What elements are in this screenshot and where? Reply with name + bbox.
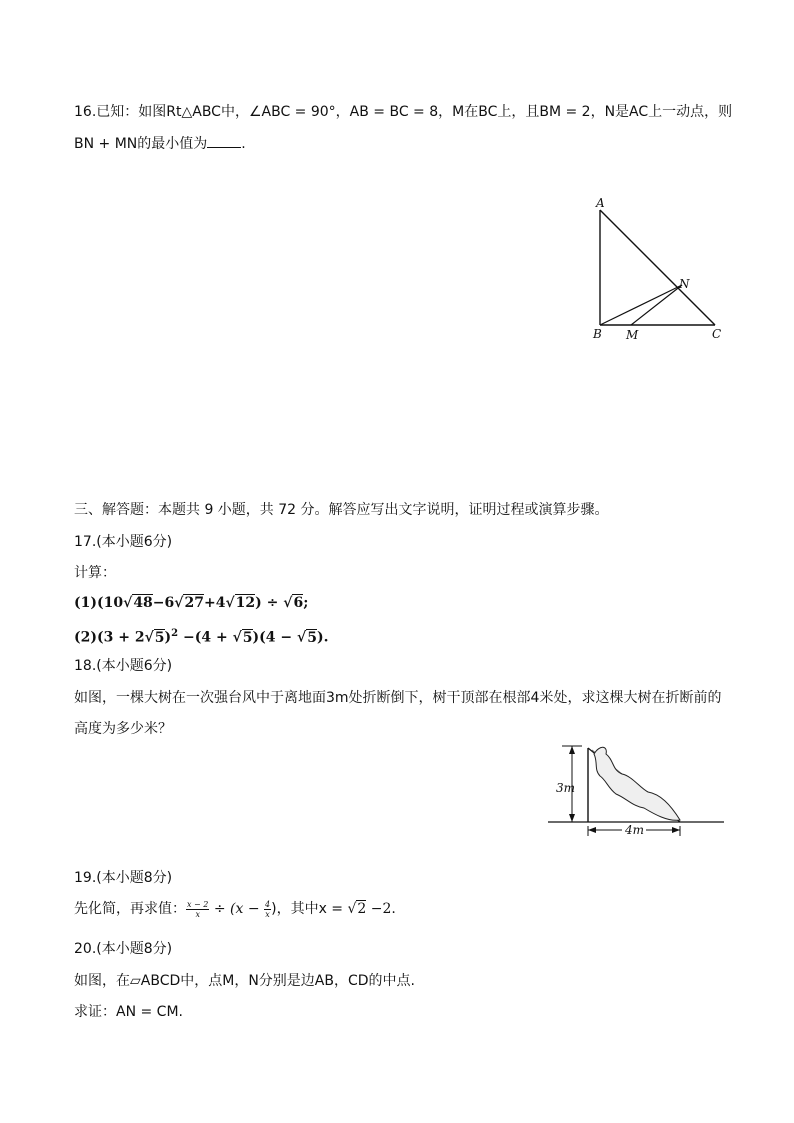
fraction-1 (186, 900, 209, 919)
expr-text: +4 (203, 595, 226, 611)
expr-text: −6 (152, 595, 175, 611)
q17-part2: $(2)(3 + 2√5)^2 -(4 + √5)(4 - √5)$. (74, 628, 329, 646)
q16-statement-line1: 16.已知：如图Rt△ABC中，∠ABC = 90°，AB = BC = 8，M在BC上，且BM = 2，N是AC上一动点，则 (74, 104, 733, 120)
q20-prove: 求证：AN = CM. (74, 1004, 183, 1020)
numerator: 4 (265, 899, 271, 909)
arrow-right-icon (672, 827, 680, 833)
expr-text: ) (164, 629, 172, 646)
arrow-up-icon (569, 746, 575, 754)
expr-text: ). (316, 629, 329, 646)
q18-title: 18.(本小题6分) (74, 658, 173, 674)
q20-statement: 如图，在▱ABCD中，点M，N分别是边AB，CD的中点. (74, 973, 415, 989)
triangle-figure (588, 192, 728, 344)
expr-text: (10 (97, 595, 124, 611)
q19-statement: 先化简，再求值： $\frac{x - 2}{x}$ ÷ (x − $\frac{4}{x}$ )，其中x = √2 −2. (74, 899, 396, 919)
segment-mn (631, 285, 682, 325)
expr-text: )(4 − (252, 629, 298, 646)
q17-part1: (1)(10√48−6√27+4√12) ÷ √6; (74, 595, 309, 611)
radicand: 27 (184, 595, 204, 611)
radicand: 2 (357, 901, 367, 917)
expr-text: −(4 + (178, 629, 233, 646)
radicand: 5 (154, 629, 165, 646)
expr-text: ) ÷ (255, 595, 284, 611)
side-ac (600, 210, 715, 325)
expr-text: )，其中x = (271, 901, 348, 917)
expr-text: (3 + 2 (97, 629, 145, 646)
arrow-left-icon (588, 827, 596, 833)
q16-line2-text: BN + MN的最小值为 (74, 136, 208, 152)
arrow-down-icon (569, 814, 575, 822)
tree-foliage (594, 747, 680, 820)
expr-text: −2. (366, 901, 396, 917)
vertex-c-label: C (712, 327, 722, 341)
tree-figure (548, 742, 726, 840)
vertex-b-label: B (593, 327, 602, 341)
radicand: 5 (242, 629, 253, 646)
base-label: 4m (625, 823, 645, 837)
q16-statement-line2 (74, 134, 246, 154)
section-heading: 三、解答题：本题共 9 小题，共 72 分。解答应写出文字说明，证明过程或演算步骤。 (74, 502, 609, 518)
q18-statement-line1: 如图，一棵大树在一次强台风中于离地面3m处折断倒下，树干顶部在根部4米处，求这棵大树在折断前的 (74, 690, 722, 706)
part2-label: (2) (74, 629, 97, 646)
q17-prompt: 计算： (74, 565, 116, 581)
height-label: 3m (556, 781, 576, 795)
radicand: 12 (235, 595, 256, 611)
point-m-label: M (626, 328, 639, 342)
vertex-a-label: A (596, 196, 605, 210)
radicand: 6 (293, 595, 304, 611)
q16-line2-end: . (241, 136, 246, 152)
q19-title: 19.(本小题8分) (74, 870, 173, 886)
point-n-label: N (679, 277, 690, 291)
part1-label: (1) (74, 595, 97, 611)
denominator: x (195, 909, 200, 919)
answer-blank (207, 135, 241, 148)
q17-title: 17.(本小题6分) (74, 534, 173, 550)
radicand: 48 (133, 595, 153, 611)
denominator: x (265, 909, 270, 919)
expr-text: ; (303, 595, 309, 611)
numerator: x − 2 (187, 899, 209, 909)
q20-title: 20.(本小题8分) (74, 941, 173, 957)
expr-text: ÷ (x − (209, 901, 265, 917)
radicand: 5 (307, 629, 317, 646)
segment-bn (600, 285, 682, 325)
q19-prefix: 先化简，再求值： (74, 901, 186, 917)
q18-statement-line2: 高度为多少米？ (74, 721, 172, 737)
exponent: 2 (171, 628, 179, 639)
